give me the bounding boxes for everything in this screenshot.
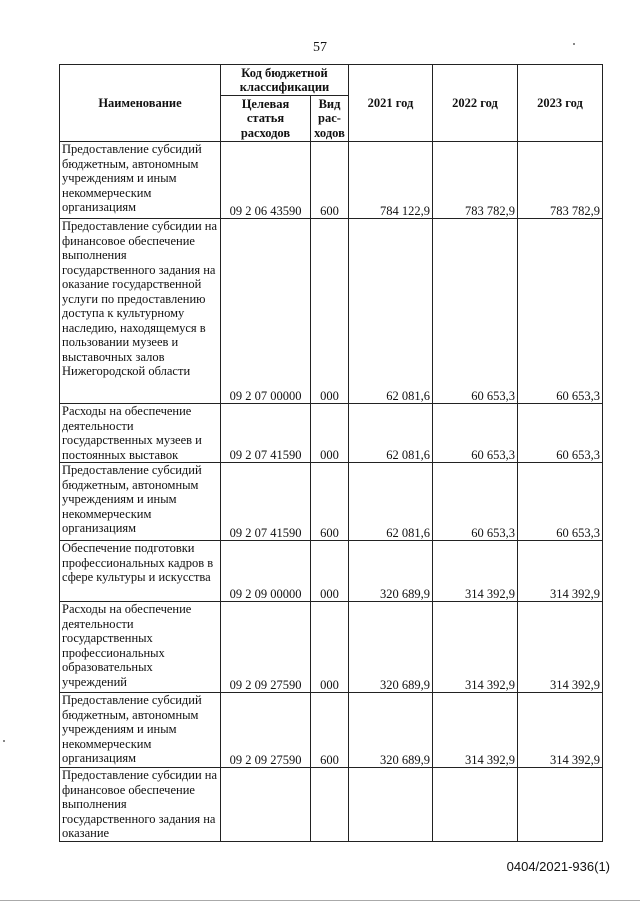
header-target-article: Целевая статья расходов — [221, 96, 311, 142]
scan-speck — [3, 740, 5, 742]
row-value-2023 — [518, 768, 603, 842]
header-budget-code: Код бюджетной классификации — [221, 65, 349, 96]
row-name: Предоставление субсидий бюджетным, автономным учреждениям и иным некоммерческим организациям — [60, 142, 221, 219]
header-year-2022: 2022 год — [433, 65, 518, 142]
header-expense-type: Вид рас-ходов — [311, 96, 349, 142]
row-value-2021: 320 689,9 — [349, 693, 433, 768]
bottom-divider — [0, 900, 640, 901]
budget-table — [59, 64, 603, 842]
row-value-2022: 314 392,9 — [433, 693, 518, 768]
row-target-article: 09 2 07 00000 — [221, 219, 311, 404]
table-row — [60, 142, 603, 219]
row-expense-type: 600 — [311, 142, 349, 219]
row-target-article: 09 2 07 41590 — [221, 463, 311, 541]
row-value-2021: 62 081,6 — [349, 463, 433, 541]
row-target-article: 09 2 09 27590 — [221, 693, 311, 768]
scan-speck — [573, 43, 575, 45]
header-year-2023: 2023 год — [518, 65, 603, 142]
row-name: Расходы на обеспечение деятельности государственных музеев и постоянных выставок — [60, 404, 221, 463]
row-value-2022: 783 782,9 — [433, 142, 518, 219]
row-value-2023: 314 392,9 — [518, 693, 603, 768]
row-value-2022: 60 653,3 — [433, 219, 518, 404]
row-value-2023: 783 782,9 — [518, 142, 603, 219]
row-value-2023: 60 653,3 — [518, 404, 603, 463]
row-expense-type: 600 — [311, 693, 349, 768]
row-value-2021 — [349, 768, 433, 842]
row-value-2022: 314 392,9 — [433, 541, 518, 602]
table-header — [60, 65, 603, 142]
row-expense-type: 000 — [311, 541, 349, 602]
row-name: Предоставление субсидий бюджетным, автономным учреждениям и иным некоммерческим организациям — [60, 463, 221, 541]
row-name: Предоставление субсидии на финансовое обеспечение выполнения государственного задания на оказание — [60, 768, 221, 842]
row-value-2021: 320 689,9 — [349, 541, 433, 602]
page-number: 57 — [313, 40, 327, 55]
row-target-article: 09 2 07 41590 — [221, 404, 311, 463]
row-value-2023: 60 653,3 — [518, 219, 603, 404]
document-number: 0404/2021-936(1) — [506, 859, 610, 874]
row-expense-type — [311, 768, 349, 842]
row-value-2023: 314 392,9 — [518, 602, 603, 693]
row-value-2023: 60 653,3 — [518, 463, 603, 541]
row-value-2022: 60 653,3 — [433, 463, 518, 541]
table-row — [60, 693, 603, 768]
row-value-2022 — [433, 768, 518, 842]
table-row — [60, 768, 603, 842]
row-value-2021: 62 081,6 — [349, 219, 433, 404]
row-name: Обеспечение подготовки профессиональных кадров в сфере культуры и искусства — [60, 541, 221, 602]
row-value-2023: 314 392,9 — [518, 541, 603, 602]
header-name: Наименование — [60, 65, 221, 142]
row-target-article — [221, 768, 311, 842]
row-value-2022: 60 653,3 — [433, 404, 518, 463]
row-target-article: 09 2 06 43590 — [221, 142, 311, 219]
row-value-2022: 314 392,9 — [433, 602, 518, 693]
row-value-2021: 62 081,6 — [349, 404, 433, 463]
row-name: Расходы на обеспечение деятельности государственных профессиональных образовательных учреждений — [60, 602, 221, 693]
row-expense-type: 000 — [311, 602, 349, 693]
row-target-article: 09 2 09 00000 — [221, 541, 311, 602]
row-name: Предоставление субсидий бюджетным, автономным учреждениям и иным некоммерческим организациям — [60, 693, 221, 768]
row-expense-type: 600 — [311, 463, 349, 541]
table-row — [60, 541, 603, 602]
header-year-2021: 2021 год — [349, 65, 433, 142]
row-target-article: 09 2 09 27590 — [221, 602, 311, 693]
row-value-2021: 320 689,9 — [349, 602, 433, 693]
table-row — [60, 219, 603, 404]
table-row — [60, 404, 603, 463]
table-row — [60, 602, 603, 693]
row-expense-type: 000 — [311, 219, 349, 404]
table-row — [60, 463, 603, 541]
row-name: Предоставление субсидии на финансовое обеспечение выполнения государственного задания на оказание государственной услуги по предоставлению доступа к культурному наследию, находящемуся в пользовании музеев и выставочных залов Нижегородской области — [60, 219, 221, 404]
table-body — [60, 142, 603, 842]
row-expense-type: 000 — [311, 404, 349, 463]
row-value-2021: 784 122,9 — [349, 142, 433, 219]
